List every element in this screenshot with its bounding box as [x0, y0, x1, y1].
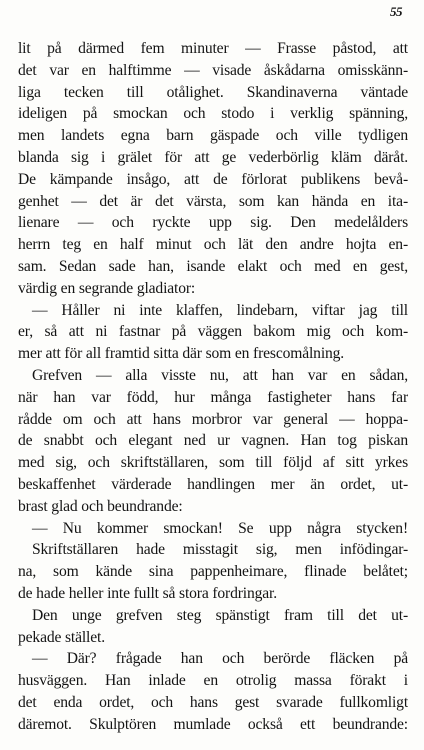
- text-line: men landets egna barn gäspade och ville tydligen: [18, 127, 408, 145]
- text-line: beskaffenhet värderade handlingen mer än ordet, ut-: [18, 475, 408, 493]
- page-number: 55: [390, 4, 402, 19]
- text-line: de hade heller inte fullt så stora fordringar.: [18, 584, 277, 602]
- text-line: brast glad och beundrande:: [18, 497, 183, 515]
- text-line: sam. Sedan sade han, isande elakt och med en gest,: [18, 257, 408, 275]
- text-line: Skriftställaren hade misstagit sig, men infödingar-: [32, 541, 408, 559]
- text-line: pekade stället.: [18, 628, 105, 646]
- text-line: det enda ordet, och hans gest svarade fullkomligt: [18, 693, 408, 711]
- text-line: husväggen. Han inlade en otrolig massa förakt i: [18, 672, 408, 690]
- text-line: däremot. Skulptören mumlade också ett beundrande:: [18, 715, 408, 733]
- text-line: när han var född, hur många fastigheter hans far: [18, 388, 408, 406]
- body-text: [18, 38, 408, 736]
- text-line: med sig, och skriftställaren, som till följd af sitt yrkes: [18, 454, 408, 472]
- text-line: blanda sig i grälet för att ge vederbörlig kläm däråt.: [18, 148, 408, 166]
- text-line: er, så att ni fastnar på väggen bakom mig och kom-: [18, 323, 408, 341]
- text-line: värdig en segrande gladiator:: [18, 279, 196, 297]
- text-line: rådde om och att hans morbror var general — hoppa-: [18, 410, 408, 428]
- text-line: De kämpande insågo, att de förlorat publikens bevå-: [18, 170, 408, 188]
- text-line: lit på därmed fem minuter — Frasse påstod, att: [18, 40, 408, 57]
- text-line: Den unge grefven steg spänstigt fram till det ut-: [32, 606, 408, 624]
- text-line: lienare — och ryckte upp sig. Den medelålders: [18, 214, 408, 232]
- text-line: mer att för all framtid sitta där som en frescomålning.: [18, 345, 345, 363]
- text-line: liga tecken till otålighet. Skandinaverna väntade: [18, 83, 408, 101]
- text-line: — Håller ni inte klaffen, lindebarn, viftar jag till: [32, 301, 408, 319]
- text-line: Grefven — alla visste nu, att han var en sådan,: [32, 366, 408, 384]
- text-line: herrn teg en half minut och lät den andre hojta en-: [18, 236, 408, 254]
- text-line: genhet — det är det värsta, som kan hända en ita-: [18, 192, 408, 210]
- text-line: de snabbt och elegant ned ur vagnen. Han tog piskan: [18, 432, 408, 450]
- text-line: na, som kände sina pappenheimare, flinade belåtet;: [18, 563, 408, 581]
- text-line: — Där? frågade han och berörde fläcken på: [32, 650, 408, 668]
- text-line: det var en halftimme — visade åskådarna omisskänn-: [18, 61, 408, 79]
- text-line: — Nu kommer smockan! Se upp några stycken!: [32, 519, 408, 537]
- text-line: ideligen på smockan och stodo i verklig spänning,: [18, 105, 408, 123]
